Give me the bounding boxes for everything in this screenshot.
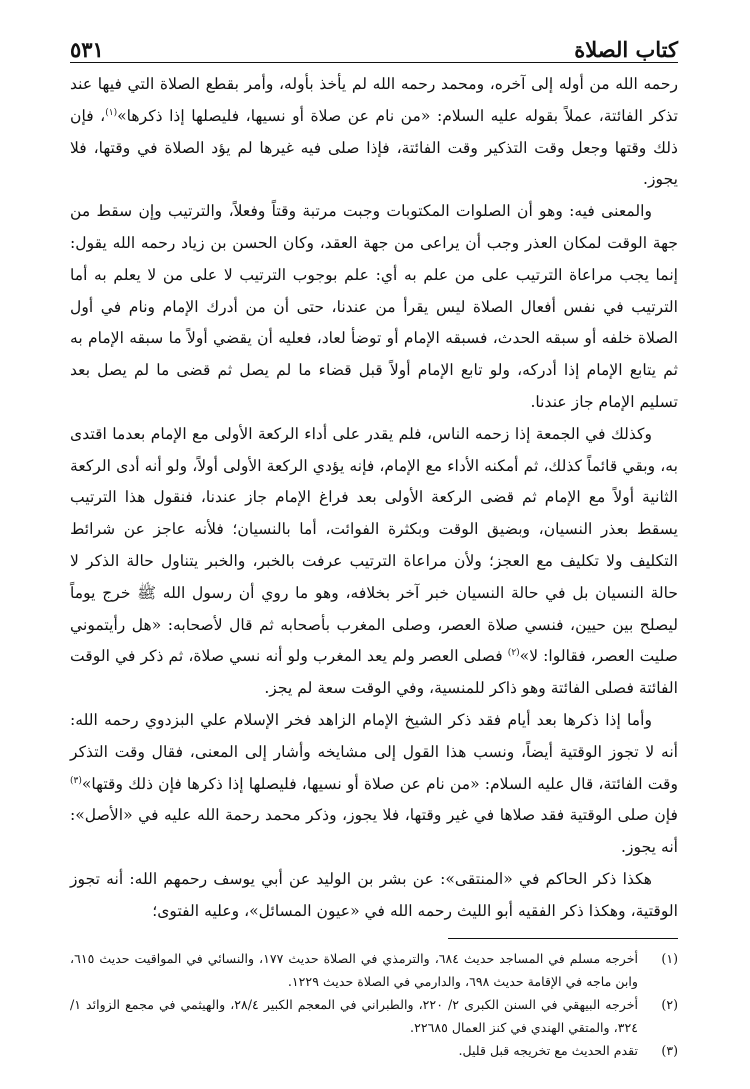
footnote-text: أخرجه البيهقي في السنن الكبرى ٢/ ٢٢٠، والطبراني في المعجم الكبير ٢٨/٤، والهيثمي في مجمع الزوائد ١/ ٣٢٤، والمتقي الهندي في كنز العمال ٢٢٦٨٥. (70, 996, 639, 1035)
footnote-text: أخرجه مسلم في المساجد حديث ٦٨٤، والترمذي في الصلاة حديث ١٧٧، والنسائي في المواقيت حديث ٦١٥، وابن ماجه في الإقامة حديث ٦٩٨، والدارمي في الصلاة حديث ١٢٢٩. (70, 950, 638, 989)
footnote-text: تقدم الحديث مع تخريجه قبل قليل. (458, 1042, 638, 1058)
footnotes (70, 947, 678, 1062)
footnote-2 (70, 993, 678, 1039)
footnote-ref-3: (٣) (70, 775, 82, 786)
paragraph-3: وكذلك في الجمعة إذا زحمه الناس، فلم يقدر على أداء الركعة الأولى مع الإمام بعدما اقتدى به، وبقي قائماً كذلك، ثم أمكنه الأداء مع الإمام، فإنه يؤدي الركعة الأولى أولاً، ولو أنه أدى الركعة الثانية أولاً مع الإمام ثم قضى الركعة الأولى بعد فراغ الإمام جاز عندنا، فنقول هذا الترتيب يسقط بعذر النسيان، وبضيق الوقت وبكثرة الفوائت، أما بالنسيان؛ فلأنه عاجز عن شرائط التكليف ولا تكليف مع العجز؛ ولأن مراعاة الترتيب عرفت بالخبر، والخبر يتناول حالة الذكر لا حالة النسيان بل في حالة النسيان خبر آخر بخلافه، وهو ما روي أن رسول الله ﷺ خرج يوماً ليصلح بين حيين، فنسي صلاة العصر، وصلى المغرب بأصحابه ثم قال لأصحابه: «هل رأيتموني صليت العصر، فقالوا: لا»$^{(٢)}$ فصلى العصر ولم يعد المغرب ولو أنه نسي صلاة، ثم ذكر في الوقت الفائتة فصلى الفائتة وهو ذاكر للمنسية، وفي الوقت سعة لم يجز. (70, 424, 678, 698)
footnote-3 (70, 1039, 678, 1062)
footnote-1 (70, 947, 678, 993)
page-header (70, 28, 678, 63)
page-number: ٥٣١ (70, 37, 104, 62)
footnote-number: (١) (661, 950, 678, 966)
body-text (70, 69, 678, 928)
paragraph-1: رحمه الله من أوله إلى آخره، ومحمد رحمه الله لم يأخذ بأوله، وأمر بقطع الصلاة التي فيها عند تذكر الفائتة، عملاً بقوله عليه السلام: «من نام عن صلاة أو نسيها، فليصلها إذا ذكرها»$^{(١)}$، فإن ذلك وقتها وجعل وقت التذكير وقت الفائتة، فإذا صلى فيه غيرها لم يؤد الصلاة في وقتها، فلا يجوز. (70, 75, 678, 189)
running-title: كتاب الصلاة (574, 37, 678, 62)
footnote-ref-2: (٢) (507, 648, 520, 659)
paragraph-2: والمعنى فيه: وهو أن الصلوات المكتوبات وجبت مرتبة وقتاً وفعلاً، والترتيب وإن سقط من جهة الوقت لمكان العذر وجب أن يراعى من جهة العقد، وكان الحسن بن زياد رحمه الله يقول: إنما يجب مراعاة الترتيب على من علم به أي: علم بوجوب الترتيب لا على من لا يعلم به أما الترتيب في نفس أفعال الصلاة ليس يقرأ من عندنا، حتى أن من أدرك الإمام ونام في أول الصلاة خلفه أو سبقه الحدث، فسبقه الإمام أو توضأ لعاد، فعليه أن يقضي أولاً ما سبقه الإمام به ثم يتابع الإمام إذا أدركه، ولو تابع الإمام أولاً قبل قضاء ما لم يصل ثم قضى ما لم يصل بعد تسليم الإمام جاز عندنا. (70, 202, 678, 411)
footnote-ref-1: (١) (105, 107, 118, 118)
footnote-separator (448, 938, 678, 939)
footnote-number: (٢) (661, 996, 678, 1012)
paragraph-5: هكذا ذكر الحاكم في «المنتقى»: عن بشر بن الوليد عن أبي يوسف رحمهم الله: أنه تجوز الوقتية، وهكذا ذكر الفقيه أبو الليث رحمه الله في «عيون المسائل»، وعليه الفتوى؛ (70, 869, 678, 920)
paragraph-4: وأما إذا ذكرها بعد أيام فقد ذكر الشيخ الإمام الزاهد فخر الإسلام علي البزدوي رحمه الله: أنه لا تجوز الوقتية أيضاً، ونسب هذا القول إلى مشايخه وأشار إلى المعنى، فقال وقت التذكر وقت الفائتة، قال عليه السلام: «من نام عن صلاة أو نسيها، فليصلها إذا ذكرها فإن ذلك وقتها»$^{(٣)}$ فإن صلى الوقتية فقد صلاها في غير وقتها، فلا يجوز، وذكر محمد رحمة الله عليه في «الأصل»: أنه يجوز. (70, 710, 678, 857)
footnote-number: (٣) (661, 1042, 678, 1058)
document-page (70, 28, 678, 1062)
